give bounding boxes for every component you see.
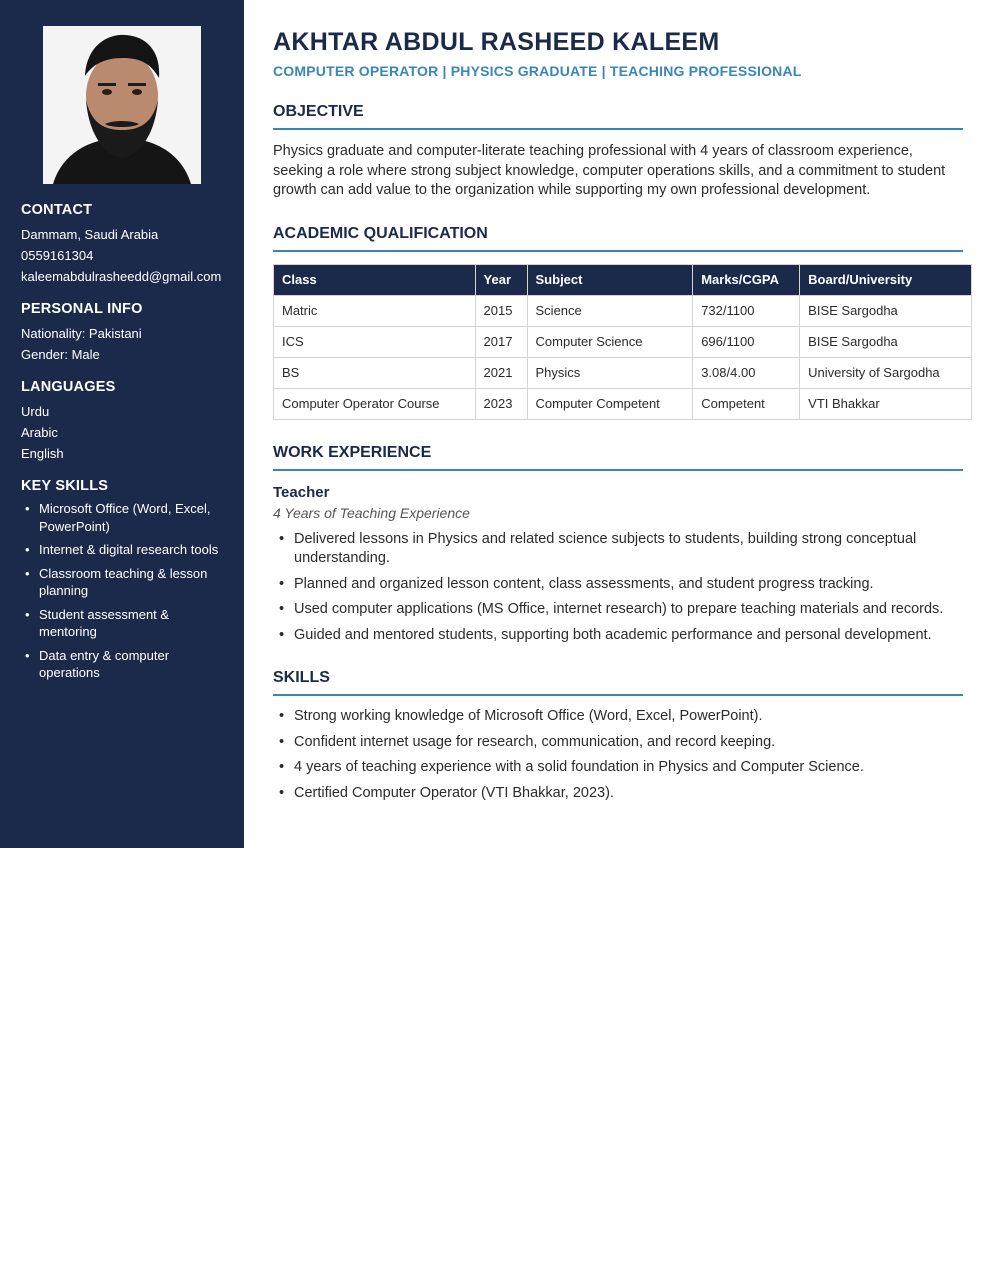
skills-heading: SKILLS: [273, 669, 963, 696]
portrait-image: [43, 26, 201, 184]
table-row: [274, 357, 972, 388]
table-cell: BISE Sargodha: [800, 326, 972, 357]
nationality: Nationality: Pakistani: [21, 326, 142, 341]
work-experience-section: [273, 444, 963, 646]
key-skill-item: • Data entry & computer operations: [39, 647, 223, 682]
candidate-name: AKHTAR ABDUL RASHEED KALEEM: [273, 28, 720, 56]
key-skill-item: • Microsoft Office (Word, Excel, PowerPoint): [39, 500, 223, 535]
work-experience-heading: WORK EXPERIENCE: [273, 444, 963, 471]
main-content: [273, 0, 963, 809]
list-item: • Certified Computer Operator (VTI Bhakkar, 2023).: [294, 784, 963, 804]
job-duration: 4 Years of Teaching Experience: [273, 504, 470, 521]
key-skills-section: [21, 478, 223, 682]
list-item: • Guided and mentored students, supporting both academic performance and personal development.: [294, 626, 963, 646]
objective-text: Physics graduate and computer-literate teaching professional with 4 years of classroom experience, seeking a role where strong subject knowledge, computer operations skills, and a commitment to student growth can add value to the organization while supporting my own professional development.: [273, 143, 946, 198]
key-skill-item: • Student assessment & mentoring: [39, 606, 223, 641]
work-bullets: [273, 530, 963, 646]
academic-table: [273, 264, 972, 420]
table-cell: Physics: [527, 357, 693, 388]
list-item: • Strong working knowledge of Microsoft Office (Word, Excel, PowerPoint).: [294, 707, 963, 727]
skills-section: [273, 669, 963, 803]
table-cell: Science: [527, 295, 693, 326]
table-row: [274, 388, 972, 419]
table-cell: 732/1100: [693, 295, 800, 326]
list-item: • Delivered lessons in Physics and related science subjects to students, building strong conceptual understanding.: [294, 530, 963, 569]
table-cell: Computer Operator Course: [274, 388, 476, 419]
column-header: Subject: [527, 264, 693, 295]
table-cell: 2021: [475, 357, 527, 388]
table-cell: University of Sargodha: [800, 357, 972, 388]
contact-heading: CONTACT: [21, 202, 93, 218]
column-header: Marks/CGPA: [693, 264, 800, 295]
key-skill-item: • Internet & digital research tools: [39, 541, 223, 559]
table-cell: BISE Sargodha: [800, 295, 972, 326]
list-item: • 4 years of teaching experience with a solid foundation in Physics and Computer Science.: [294, 758, 963, 778]
contact-phone[interactable]: 0559161304: [21, 248, 94, 263]
profile-photo: [43, 26, 201, 184]
column-header: Year: [475, 264, 527, 295]
academic-heading: ACADEMIC QUALIFICATION: [273, 225, 963, 252]
objective-section: [273, 103, 963, 201]
table-cell: 2023: [475, 388, 527, 419]
personal-info-section: [21, 301, 223, 365]
table-cell: 696/1100: [693, 326, 800, 357]
contact-location: Dammam, Saudi Arabia: [21, 227, 159, 242]
table-cell: 2015: [475, 295, 527, 326]
column-header: Class: [274, 264, 476, 295]
list-item: • Planned and organized lesson content, class assessments, and student progress tracking.: [294, 575, 963, 595]
contact-section: [21, 202, 223, 287]
table-cell: Competent: [693, 388, 800, 419]
table-cell: 3.08/4.00: [693, 357, 800, 388]
table-cell: Computer Science: [527, 326, 693, 357]
languages-section: [21, 379, 223, 464]
sidebar: [0, 0, 244, 848]
table-row: [274, 326, 972, 357]
table-cell: 2017: [475, 326, 527, 357]
key-skill-item: • Classroom teaching & lesson planning: [39, 565, 223, 600]
table-row: [274, 295, 972, 326]
candidate-tagline: COMPUTER OPERATOR | PHYSICS GRADUATE | TEACHING PROFESSIONAL: [273, 63, 802, 79]
list-item: • Used computer applications (MS Office, internet research) to prepare teaching materials and records.: [294, 600, 963, 620]
table-cell: ICS: [274, 326, 476, 357]
contact-email[interactable]: kaleemabdulrasheedd@gmail.com: [21, 269, 222, 284]
language-item: Urdu: [21, 404, 50, 419]
key-skills-heading: KEY SKILLS: [21, 478, 109, 494]
skills-bullets: [273, 707, 963, 803]
table-cell: BS: [274, 357, 476, 388]
gender: Gender: Male: [21, 347, 100, 362]
academic-section: [273, 225, 963, 420]
key-skills-list: [21, 500, 223, 682]
table-cell: Computer Competent: [527, 388, 693, 419]
languages-heading: LANGUAGES: [21, 379, 116, 395]
list-item: • Confident internet usage for research, communication, and record keeping.: [294, 733, 963, 753]
objective-heading: OBJECTIVE: [273, 103, 963, 130]
table-header-row: [274, 264, 972, 295]
job-title: Teacher: [273, 483, 330, 501]
language-item: English: [21, 446, 64, 461]
language-item: Arabic: [21, 425, 58, 440]
table-cell: VTI Bhakkar: [800, 388, 972, 419]
table-cell: Matric: [274, 295, 476, 326]
personal-info-heading: PERSONAL INFO: [21, 301, 143, 317]
column-header: Board/University: [800, 264, 972, 295]
